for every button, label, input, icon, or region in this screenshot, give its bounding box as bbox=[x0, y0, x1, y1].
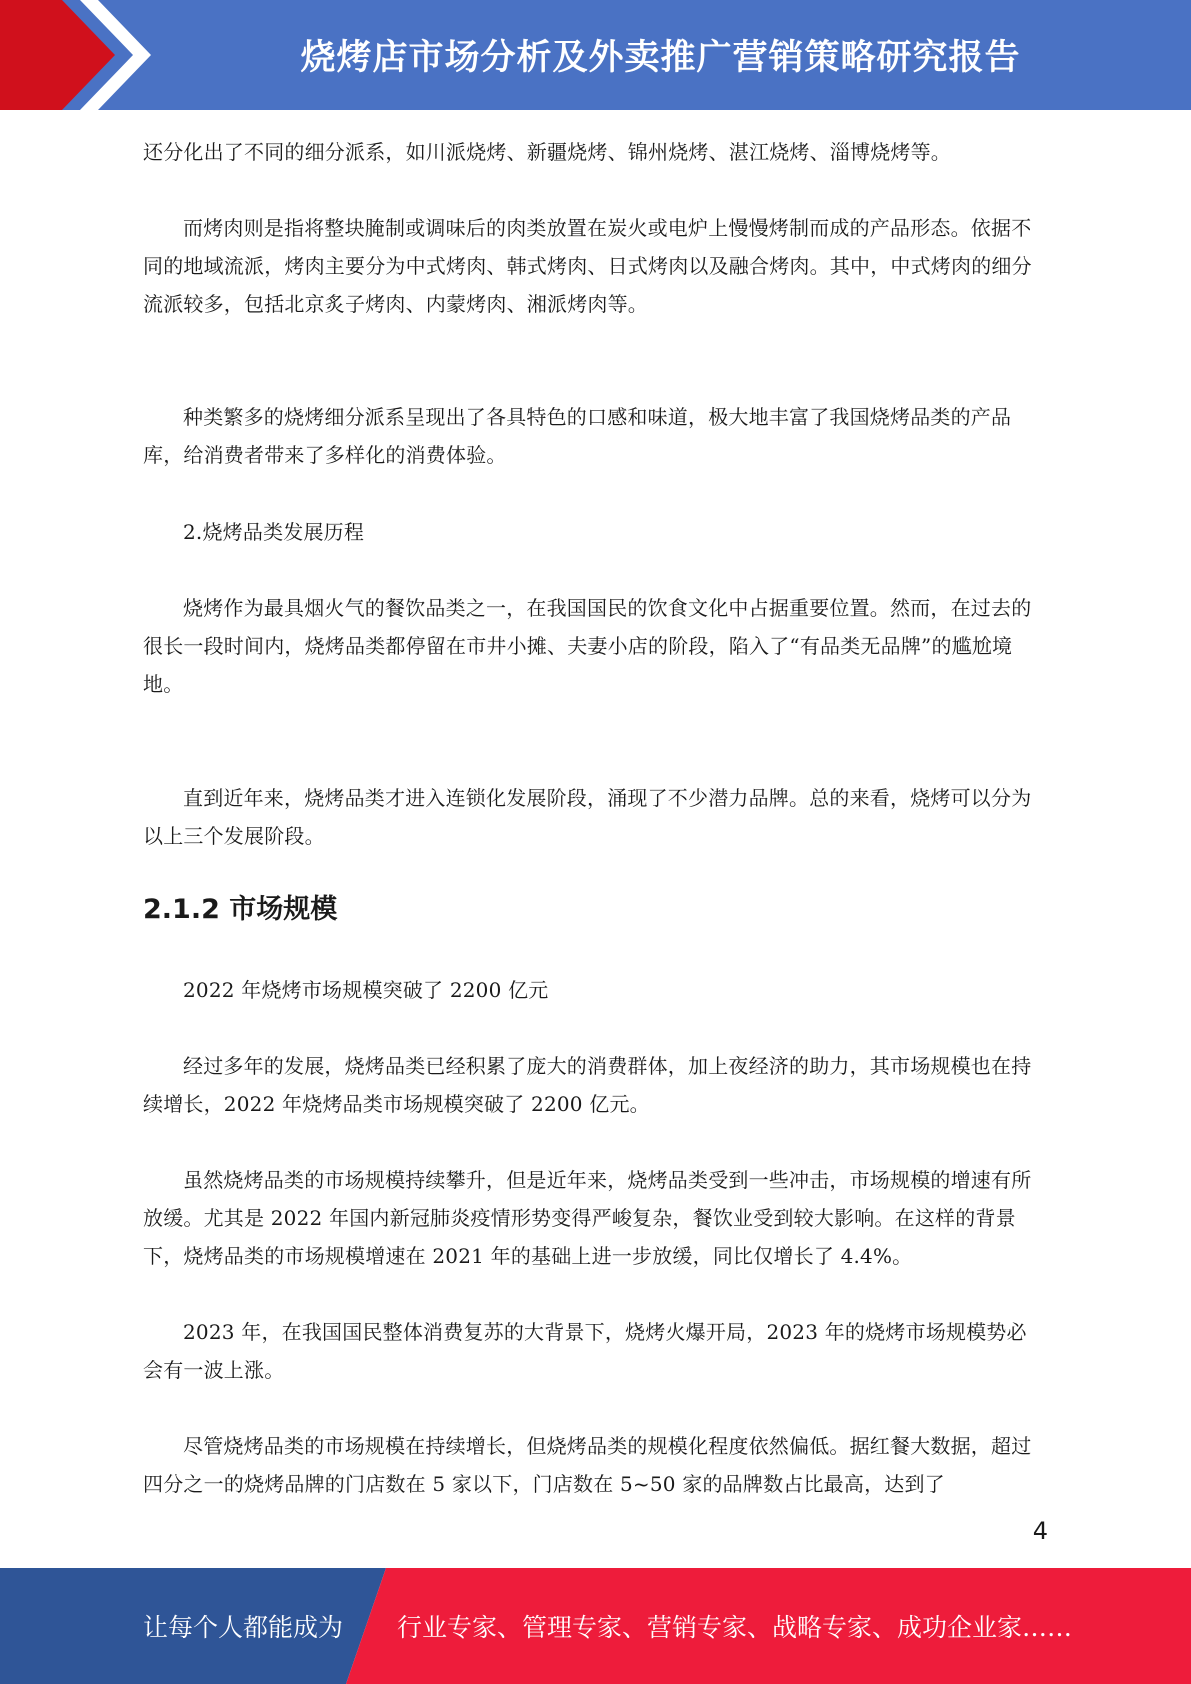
footer-slogan-right: 行业专家、管理专家、营销专家、战略专家、成功企业家…… bbox=[397, 1613, 1073, 1642]
page-footer bbox=[0, 1568, 1191, 1684]
paragraph: 直到近年来，烧烤品类才进入连锁化发展阶段，涌现了不少潜力品牌。总的来看，烧烤可以分为以上三个发展阶段。 bbox=[143, 786, 1032, 848]
paragraph: 而烤肉则是指将整块腌制或调味后的肉类放置在炭火或电炉上慢慢烤制而成的产品形态。依据不同的地域流派，烤肉主要分为中式烤肉、韩式烤肉、日式烤肉以及融合烤肉。其中，中式烤肉的细分流派较多，包括北京炙子烤肉、内蒙烤肉、湘派烤肉等。 bbox=[143, 216, 1032, 316]
paragraph: 种类繁多的烧烤细分派系呈现出了各具特色的口感和味道，极大地丰富了我国烧烤品类的产品库，给消费者带来了多样化的消费体验。 bbox=[143, 405, 1012, 467]
section-heading: 2.1.2 市场规模 bbox=[143, 894, 338, 925]
paragraph: 虽然烧烤品类的市场规模持续攀升，但是近年来，烧烤品类受到一些冲击，市场规模的增速有所放缓。尤其是 2022 年国内新冠肺炎疫情形势变得严峻复杂，餐饮业受到较大影响。在这样的背景下，烧烤品类的市场规模增速在 2021 年的基础上进一步放缓，同比仅增长了 4.4%。 bbox=[143, 1168, 1032, 1268]
page-number: 4 bbox=[1032, 1517, 1048, 1545]
subsection-label: 2.烧烤品类发展历程 bbox=[183, 520, 365, 544]
paragraph: 2023 年，在我国国民整体消费复苏的大背景下，烧烤火爆开局，2023 年的烧烤市场规模势必会有一波上涨。 bbox=[143, 1320, 1027, 1382]
document-title: 烧烤店市场分析及外卖推广营销策略研究报告 bbox=[300, 38, 1021, 78]
paragraph: 尽管烧烤品类的市场规模在持续增长，但烧烤品类的规模化程度依然偏低。据红餐大数据，超过四分之一的烧烤品牌的门店数在 5 家以下，门店数在 5~50 家的品牌数占比最高，达到了 bbox=[143, 1434, 1032, 1496]
paragraph: 还分化出了不同的细分派系，如川派烧烤、新疆烧烤、锦州烧烤、湛江烧烤、淄博烧烤等。 bbox=[143, 140, 951, 164]
paragraph: 烧烤作为最具烟火气的餐饮品类之一，在我国国民的饮食文化中占据重要位置。然而，在过去的很长一段时间内，烧烤品类都停留在市井小摊、夫妻小店的阶段，陷入了“有品类无品牌”的尴尬境地。 bbox=[143, 596, 1032, 696]
page-header bbox=[0, 0, 1191, 110]
paragraph: 2022 年烧烤市场规模突破了 2200 亿元 bbox=[183, 978, 549, 1002]
paragraph: 经过多年的发展，烧烤品类已经积累了庞大的消费群体，加上夜经济的助力，其市场规模也在持续增长，2022 年烧烤品类市场规模突破了 2200 亿元。 bbox=[143, 1054, 1032, 1116]
footer-slogan-left: 让每个人都能成为 bbox=[143, 1613, 344, 1642]
